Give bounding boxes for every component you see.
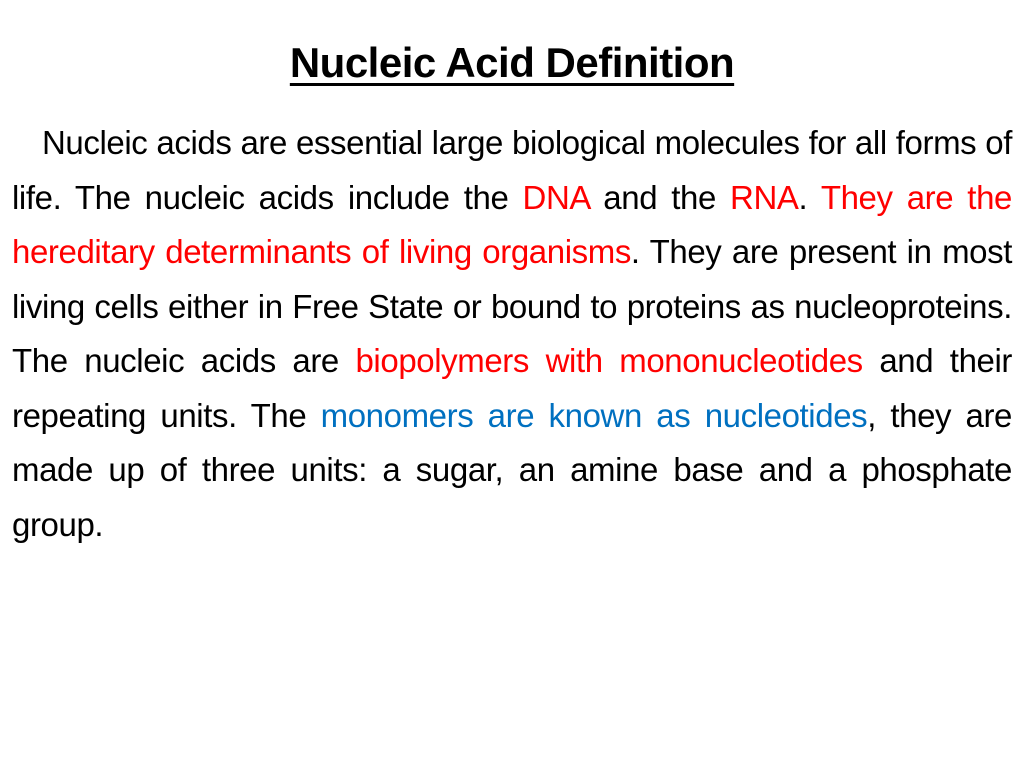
text-segment-units: , they are made up of three units: a sugar, an amine base and a phosphate group. (12, 396, 1013, 543)
definition-paragraph (12, 116, 1012, 552)
text-segment-intro: Nucleic acids are essential large biological molecules for all forms of life. The nucleic acids include the (12, 124, 1012, 216)
highlight-hereditary: They are the hereditary determinants of living organisms (12, 178, 1012, 270)
text-segment-period: . (798, 178, 821, 216)
highlight-monomers: monomers are known as nucleotides (320, 396, 868, 434)
text-segment-and: and the (589, 178, 731, 216)
highlight-biopolymers: biopolymers with mononucleotides (355, 342, 863, 379)
highlight-rna: RNA (730, 178, 799, 216)
title-text: Nucleic Acid Definition (289, 39, 735, 86)
slide-title (0, 34, 1024, 92)
highlight-dna: DNA (522, 178, 590, 216)
text-segment-cells: . They are present in most living cells either in Free State or bound to proteins as nucleoproteins. The nucleic acids are (12, 233, 1012, 379)
text-segment-repeating: and their repeating units. The (12, 342, 1012, 434)
